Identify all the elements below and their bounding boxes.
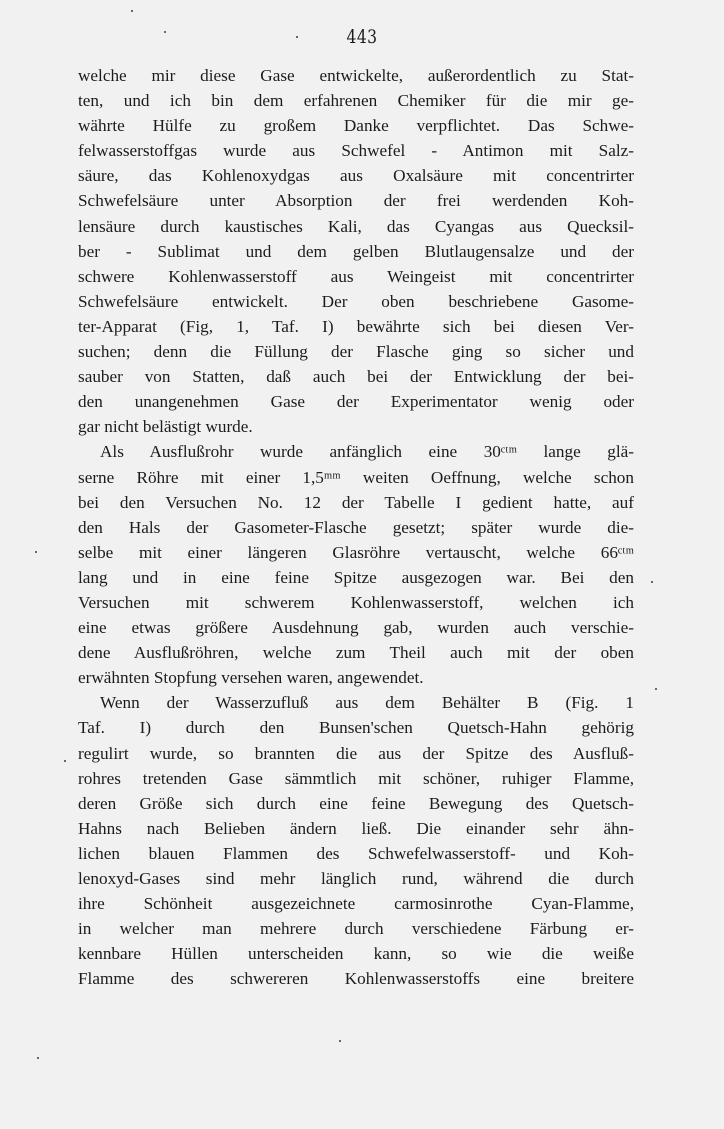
text-line: Taf. I) durch den Bunsen'schen Quetsch-Hahn gehörig — [78, 718, 634, 738]
text-line: bei den Versuchen No. 12 der Tabelle I gedient hatte, auf — [78, 492, 634, 512]
text-line: in welcher man mehrere durch verschiedene Färbung er- — [78, 919, 634, 939]
text-line: lensäure durch kaustisches Kali, das Cyangas aus Quecksil- — [78, 216, 634, 236]
text-line: ter-Apparat (Fig, 1, Taf. I) bewährte sich bei diesen Ver- — [78, 316, 634, 336]
page-number: 443 — [346, 26, 378, 48]
scan-speck — [296, 36, 298, 38]
text-line: Flamme des schwereren Kohlenwasserstoffs eine breitere — [78, 969, 634, 989]
text-line: deren Größe sich durch eine feine Bewegung des Quetsch- — [78, 793, 634, 813]
text-line: Schwefelsäure entwickelt. Der oben beschriebene Gasome- — [78, 291, 634, 311]
text-line: Hahns nach Belieben ändern ließ. Die einander sehr ähn- — [78, 818, 634, 838]
text-line: den unangenehmen Gase der Experimentator wenig oder — [78, 392, 634, 412]
text-line: serne Röhre mit einer 1,5ᵐᵐ weiten Oeffnung, welche schon — [78, 467, 634, 487]
text-line: lang und in eine feine Spitze ausgezogen war. Bei den — [78, 567, 634, 587]
text-line: lichen blauen Flammen des Schwefelwasserstoff- und Koh- — [78, 843, 634, 863]
text-line: eine etwas größere Ausdehnung gab, wurden auch verschie- — [78, 618, 634, 638]
text-line: säure, das Kohlenoxydgas aus Oxalsäure mit concentrirter — [78, 166, 634, 186]
text-line: felwasserstoffgas wurde aus Schwefel - Antimon mit Salz- — [78, 141, 634, 161]
text-line: ten, und ich bin dem erfahrenen Chemiker für die mir ge- — [78, 91, 634, 111]
text-line: rohres tretenden Gase sämmtlich mit schöner, ruhiger Flamme, — [78, 768, 634, 788]
scan-speck — [339, 1040, 341, 1042]
scan-speck — [37, 1057, 39, 1059]
paragraph-end-line: gar nicht belästigt wurde. — [78, 417, 253, 437]
text-line: Versuchen mit schwerem Kohlenwasserstoff, welchen ich — [78, 592, 634, 612]
text-line: ihre Schönheit ausgezeichnete carmosinrothe Cyan-Flamme, — [78, 894, 634, 914]
scan-speck — [164, 31, 166, 33]
scan-speck — [131, 10, 133, 12]
text-line: Schwefelsäure unter Absorption der frei werdenden Koh- — [78, 191, 634, 211]
text-line: dene Ausflußröhren, welche zum Theil auch mit der oben — [78, 643, 634, 663]
text-line: selbe mit einer längeren Glasröhre vertauscht, welche 66ᶜᵗᵐ — [78, 542, 634, 562]
scan-speck — [651, 581, 653, 583]
text-line: währte Hülfe zu großem Danke verpflichtet. Das Schwe- — [78, 116, 634, 136]
scan-speck — [35, 551, 37, 553]
paragraph-end-line: erwähnten Stopfung versehen waren, angewendet. — [78, 668, 424, 688]
text-line: ber - Sublimat und dem gelben Blutlaugensalze und der — [78, 241, 634, 261]
scan-speck — [655, 688, 657, 690]
paragraph-start-line: Als Ausflußrohr wurde anfänglich eine 30ᶜᵗᵐ lange glä- — [100, 442, 634, 462]
text-line: sauber von Statten, daß auch bei der Entwicklung der bei- — [78, 367, 634, 387]
text-line: suchen; denn die Füllung der Flasche ging so sicher und — [78, 342, 634, 362]
scan-speck — [64, 760, 66, 762]
text-line: welche mir diese Gase entwickelte, außerordentlich zu Stat- — [78, 66, 634, 85]
text-line: regulirt wurde, so brannten die aus der Spitze des Ausfluß- — [78, 743, 634, 763]
text-line: lenoxyd-Gases sind mehr länglich rund, während die durch — [78, 869, 634, 888]
text-line: kennbare Hüllen unterscheiden kann, so wie die weiße — [78, 944, 634, 964]
body-text — [78, 63, 634, 991]
text-line: den Hals der Gasometer-Flasche gesetzt; später wurde die- — [78, 517, 634, 537]
paragraph-start-line: Wenn der Wasserzufluß aus dem Behälter B (Fig. 1 — [100, 693, 634, 713]
text-line: schwere Kohlenwasserstoff aus Weingeist mit concentrirter — [78, 266, 634, 286]
